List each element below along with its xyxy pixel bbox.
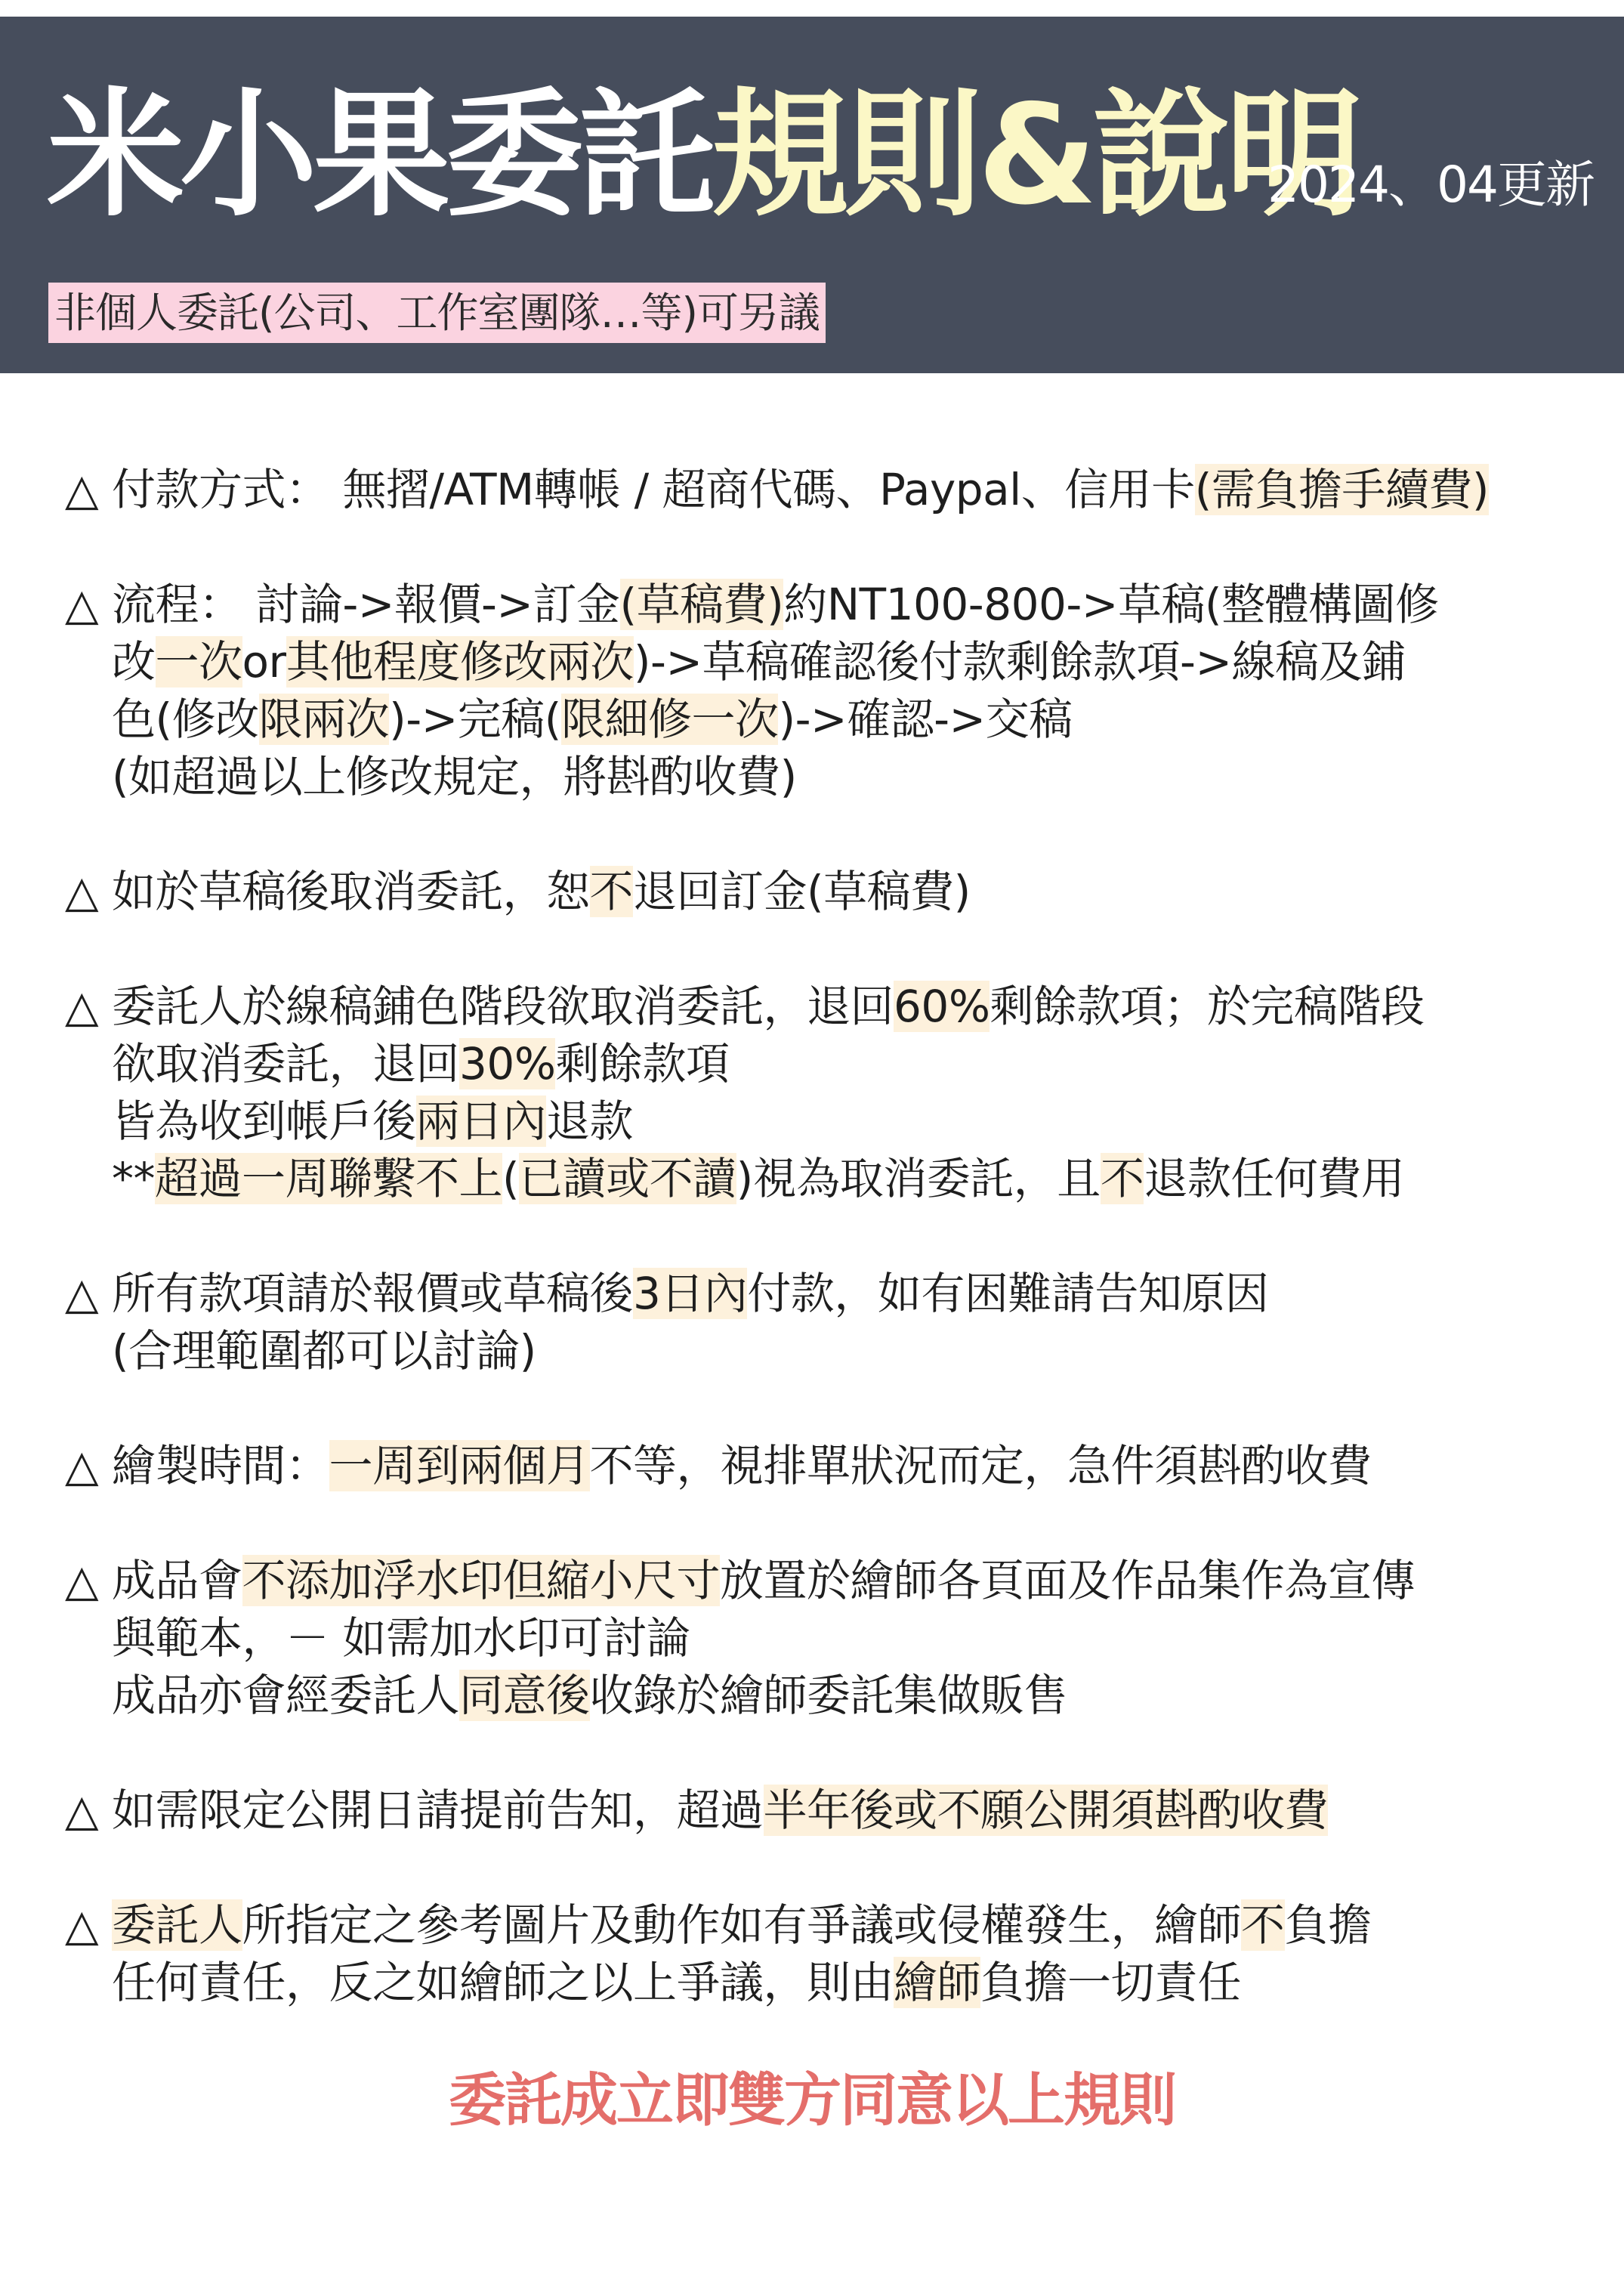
rule-line (112, 1437, 1598, 1494)
triangle-bullet-icon: △ (65, 866, 99, 917)
text-segment: 成品會 (112, 1555, 242, 1606)
rule-line (112, 461, 1598, 518)
text-segment: 委託人於線稿鋪色階段欲取消委託，退回 (112, 981, 894, 1032)
highlight-segment: 不 (1100, 1153, 1144, 1204)
header-banner (0, 17, 1624, 373)
highlight-segment: 繪師 (894, 1957, 981, 2008)
triangle-bullet-icon: △ (65, 981, 99, 1032)
rule-drawing-time (65, 1437, 1598, 1494)
rule-line (112, 576, 1598, 633)
text-segment: 負擔 (1284, 1899, 1372, 1951)
highlight-segment: 60% (894, 981, 990, 1032)
text-segment: 色(修改 (112, 694, 259, 745)
text-segment: 退款 (546, 1096, 634, 1147)
page-title (47, 75, 1359, 235)
text-segment: 成品亦會經委託人 (112, 1670, 460, 1721)
text-segment: 付款方式： (112, 464, 329, 515)
rule-line (112, 691, 1598, 748)
triangle-bullet-icon: △ (65, 464, 99, 515)
text-segment: 改 (112, 636, 156, 688)
highlight-segment: 不 (589, 866, 634, 917)
rule-watermark (65, 1552, 1598, 1724)
text-segment: 任何責任，反之如繪師之以上爭議，則由 (112, 1957, 894, 2008)
highlight-segment: 委託人 (112, 1899, 242, 1951)
highlight-segment: 兩日內 (415, 1096, 547, 1147)
text-segment: 繪製時間： (112, 1440, 329, 1491)
text-segment: 放置於繪師各頁面及作品集作為宣傳 (720, 1555, 1416, 1606)
text-segment: 皆為收到帳戶後 (112, 1096, 416, 1147)
text-segment: )->完稿( (389, 694, 561, 745)
highlight-segment: 超過一周聯繫不上 (155, 1153, 503, 1204)
rule-line (112, 1092, 1598, 1150)
text-segment: 負擔一切責任 (980, 1957, 1242, 2008)
text-segment: )視為取消委託，且 (736, 1153, 1101, 1204)
text-segment: 約NT100-800->草稿(整體構圖修 (783, 579, 1439, 630)
title-part-1: 米小果委託 (47, 75, 712, 235)
triangle-bullet-icon: △ (65, 1440, 99, 1491)
highlight-segment: 3日內 (633, 1268, 748, 1319)
triangle-bullet-icon: △ (65, 579, 99, 630)
rule-line (112, 1954, 1598, 2011)
text-segment: 如需限定公開日請提前告知，超過 (112, 1785, 764, 1836)
rule-line (112, 978, 1598, 1035)
text-segment: )->草稿確認後付款剩餘款項->線稿及鋪 (633, 636, 1406, 688)
rule-line (112, 1896, 1598, 1954)
text-segment: 流程： 討論->報價->訂金 (112, 579, 620, 630)
text-segment: )->確認->交稿 (778, 694, 1073, 745)
highlight-segment: (草稿費) (619, 579, 784, 630)
triangle-bullet-icon: △ (65, 1555, 99, 1606)
text-segment: 不等，視排單狀況而定，急件須斟酌收費 (589, 1440, 1372, 1491)
text-segment: 所指定之參考圖片及動作如有爭議或侵權發生，繪師 (242, 1899, 1242, 1951)
text-segment: 剩餘款項 (555, 1038, 730, 1089)
text-segment: ( (502, 1153, 520, 1204)
highlight-segment: 30% (459, 1038, 556, 1089)
text-segment: 所有款項請於報價或草稿後 (112, 1268, 634, 1319)
text-segment: 無摺/ATM轉帳 / 超商代碼、Paypal、信用卡 (342, 464, 1195, 515)
rule-line (112, 633, 1598, 691)
text-segment: or (242, 636, 286, 688)
rule-line (112, 863, 1598, 920)
subtitle-note: 非個人委託(公司、工作室團隊…等)可另議 (48, 283, 826, 343)
highlight-segment: (需負擔手續費) (1194, 464, 1490, 515)
rule-cancel-draft (65, 863, 1598, 920)
rule-line (112, 1782, 1598, 1839)
highlight-segment: 不添加浮水印但縮小尺寸 (242, 1555, 721, 1606)
rule-cancel-refund (65, 978, 1598, 1207)
triangle-bullet-icon: △ (65, 1268, 99, 1319)
text-segment: 付款，如有困難請告知原因 (747, 1268, 1269, 1319)
rule-line: 與範本，－ 如需加水印可討論 (112, 1612, 690, 1664)
highlight-segment: 半年後或不願公開須斟酌收費 (763, 1785, 1329, 1836)
rule-line (112, 1150, 1598, 1207)
triangle-bullet-icon: △ (65, 1785, 99, 1836)
highlight-segment: 同意後 (459, 1670, 590, 1721)
rule-line (112, 1265, 1598, 1322)
text-segment: 剩餘款項；於完稿階段 (990, 981, 1425, 1032)
title-part-2: 規則&說明 (712, 75, 1359, 235)
rule-line: (如超過以上修改規定，將斟酌收費) (112, 751, 797, 802)
rule-liability (65, 1896, 1598, 2011)
highlight-segment: 其他程度修改兩次 (286, 636, 634, 688)
highlight-segment: 限兩次 (258, 694, 390, 745)
text-segment: 退回訂金(草稿費) (633, 866, 971, 917)
rule-publish-date (65, 1782, 1598, 1839)
triangle-bullet-icon: △ (65, 1899, 99, 1951)
text-segment: 收錄於繪師委託集做販售 (589, 1670, 1068, 1721)
highlight-segment: 已讀或不讀 (519, 1153, 736, 1204)
text-segment: 如於草稿後取消委託，恕 (112, 866, 590, 917)
rule-line: (合理範圍都可以討論) (112, 1325, 536, 1377)
highlight-segment: 一周到兩個月 (329, 1440, 590, 1491)
text-segment: ** (112, 1153, 155, 1204)
rule-payment (65, 461, 1598, 518)
text-segment: 退款任何費用 (1144, 1153, 1405, 1204)
rule-line (112, 1552, 1598, 1609)
agreement-footer: 委託成立即雙方同意以上規則 (449, 2066, 1175, 2134)
update-date: 2024、04更新 (1267, 156, 1594, 214)
highlight-segment: 一次 (155, 636, 242, 688)
highlight-segment: 不 (1241, 1899, 1285, 1951)
rules-list (65, 461, 1598, 2011)
rule-payment-deadline (65, 1265, 1598, 1380)
rule-process (65, 576, 1598, 805)
rule-line (112, 1035, 1598, 1092)
rule-line (112, 1667, 1598, 1724)
highlight-segment: 限細修一次 (560, 694, 779, 745)
text-segment: 欲取消委託，退回 (112, 1038, 460, 1089)
